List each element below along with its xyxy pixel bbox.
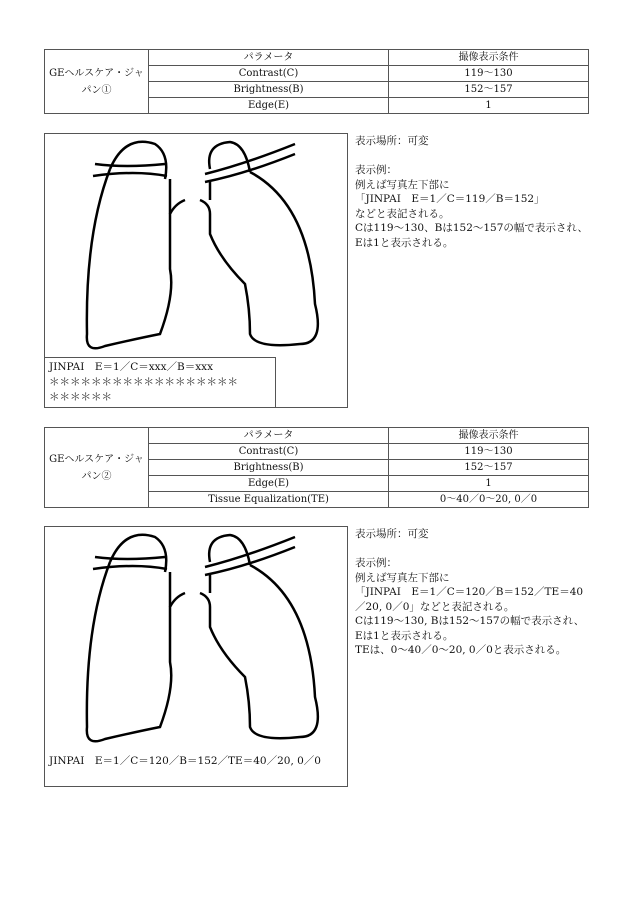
- overlay-caption: JINPAI E＝1／C＝120／B＝152／TE＝40／20, 0／0: [49, 755, 321, 767]
- note-line: 例えば写真左下部に: [355, 571, 450, 584]
- note-line: [355, 542, 584, 557]
- param-cell: Brightness(B): [149, 82, 389, 98]
- overlay-caption: [44, 357, 276, 408]
- note-line: TEは、0～40／0～20, 0／0と表示される。: [355, 644, 567, 656]
- note-line: 表示例：: [355, 557, 397, 569]
- lung-image-1: [44, 133, 348, 408]
- value-cell: 152～157: [389, 460, 589, 476]
- caption-line: ＊＊＊＊＊＊＊＊＊＊＊＊＊＊＊＊＊＊: [49, 376, 238, 388]
- header-parameter: パラメータ: [149, 428, 389, 444]
- lung-illustration: [45, 527, 349, 788]
- note-line: [355, 149, 588, 164]
- vendor-cell: GEヘルスケア・ジャパン②: [45, 428, 149, 508]
- note-line: Eは1と表示される。: [355, 236, 454, 249]
- note-line: 表示例：: [355, 164, 397, 176]
- value-cell: 119～130: [389, 444, 589, 460]
- caption-line: JINPAI E＝1／C＝xxx／B＝xxx: [49, 361, 214, 373]
- notes-2: [355, 527, 584, 658]
- note-line: Cは119～130, Bは152～157の幅で表示され、: [355, 615, 585, 627]
- parameter-table-2: [44, 427, 589, 508]
- note-line: 「JINPAI E＝1／C＝120／B＝152／TE＝40: [355, 586, 584, 598]
- value-cell: 0～40／0～20, 0／0: [389, 492, 589, 508]
- param-cell: Tissue Equalization(TE): [149, 492, 389, 508]
- param-cell: Edge(E): [149, 98, 389, 114]
- note-line: 表示場所：可変: [355, 135, 429, 147]
- param-cell: Contrast(C): [149, 444, 389, 460]
- value-cell: 119～130: [389, 66, 589, 82]
- param-cell: Edge(E): [149, 476, 389, 492]
- vendor-cell: GEヘルスケア・ジャパン①: [45, 50, 149, 114]
- note-line: ／20, 0／0」などと表記される。: [355, 600, 515, 613]
- note-line: 「JINPAI E＝1／C＝119／B＝152」: [355, 193, 545, 205]
- note-line: Cは119～130、Bは152～157の幅で表示され、: [355, 222, 589, 234]
- caption-line: ＊＊＊＊＊＊: [49, 391, 112, 403]
- notes-1: [355, 134, 588, 250]
- param-cell: Contrast(C): [149, 66, 389, 82]
- value-cell: 1: [389, 98, 589, 114]
- value-cell: 152～157: [389, 82, 589, 98]
- header-parameter: パラメータ: [149, 50, 389, 66]
- note-line: 表示場所：可変: [355, 528, 429, 540]
- value-cell: 1: [389, 476, 589, 492]
- note-line: Eは1と表示される。: [355, 629, 454, 642]
- parameter-table-1: [44, 49, 589, 114]
- note-line: 例えば写真左下部に: [355, 178, 450, 191]
- note-line: などと表記される。: [355, 207, 450, 220]
- header-condition: 撮像表示条件: [389, 428, 589, 444]
- lung-image-2: [44, 526, 348, 787]
- header-condition: 撮像表示条件: [389, 50, 589, 66]
- param-cell: Brightness(B): [149, 460, 389, 476]
